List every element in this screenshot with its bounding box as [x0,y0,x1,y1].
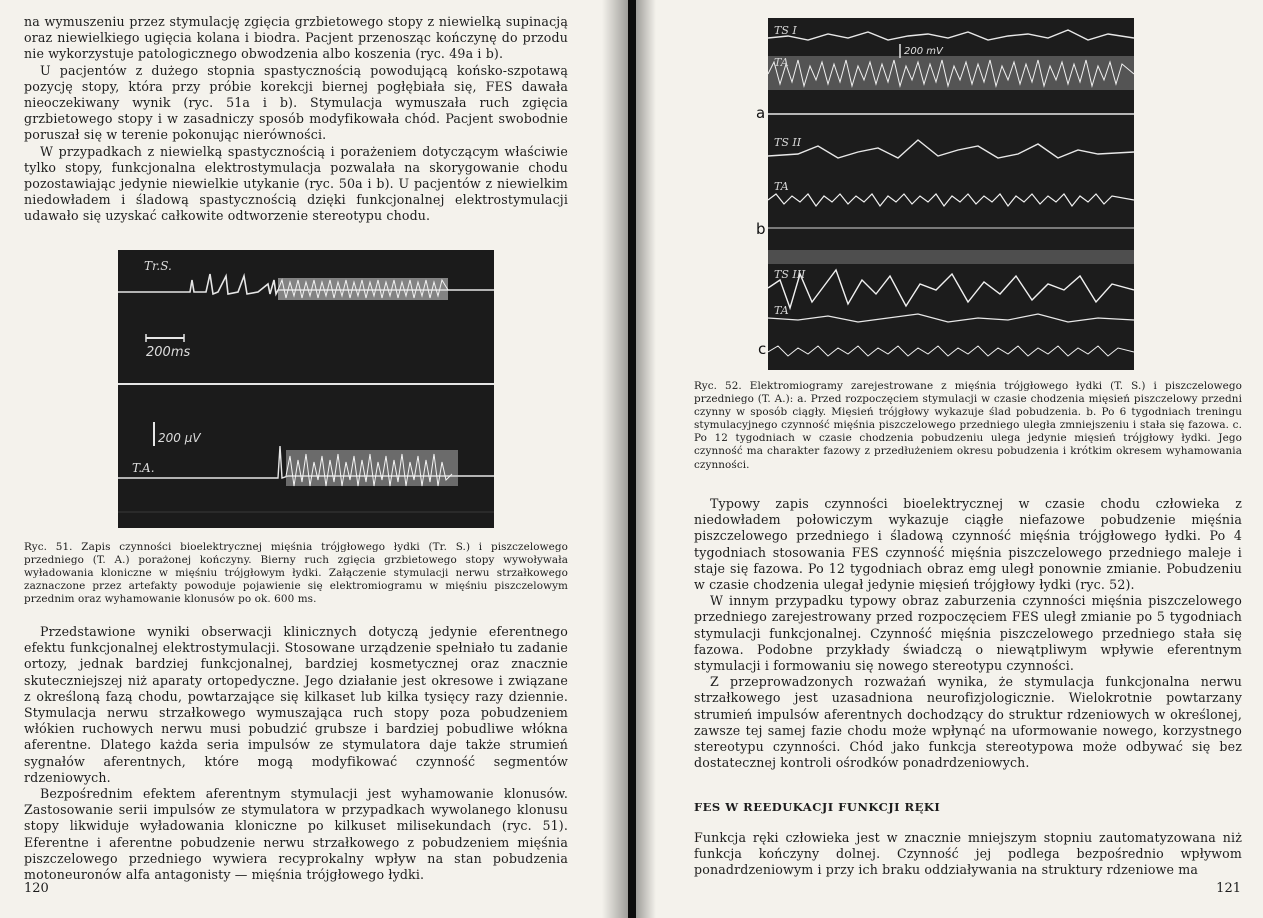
left-bottom-text [24,624,568,883]
left-top-text [24,14,568,225]
trace-label: TS II [774,136,802,149]
paragraph: Przedstawione wyniki obserwacji klinicznych dotyczą jedynie eferentnego efektu funkcjonalnej elektrostymulacji. Stosowane urządzenie spełniało tu zadanie ortozy, jednak bardziej funkcjonalnej, bardziej kosmetycznej oraz znacznie skuteczniejszej niż aparaty ortopedyczne. Jego działanie jest okresowe i związane z określoną fazą chodu, powtarzające się kilkaset lub kilka tysięcy razy dziennie. Stymulacja nerwu strzałkowego wymuszająca ruch stopy poza pobudzeniem włókien ruchowych nerwu musi pobudzić grubsze i bardziej pobudliwe włókna aferentne. Dlatego każda seria impulsów ze stymulatora daje także strumień sygnałów aferentnych, które mogą modyfikować czynność segmentów rdzeniowych. [24,624,568,785]
trace-label: TS I [774,24,797,37]
right-page [636,0,1263,918]
paragraph: Typowy zapis czynności bioelektrycznej w czasie chodu człowieka z niedowładem połowiczym wykazuje ciągłe niefazowe pobudzenie mięśnia piszczelowego przedniego i śladową czynność mięśnia trójgłowego łydki. Po 4 tygodniach stosowania FES czynność mięśnia piszczelowego przedniego maleje i staje się fazowa. Po 12 tygodniach obraz emg uległ ponownie zmianie. Pobudzeniu w czasie chodzenia ulegał jedynie mięsień trójgłowy łydki (ryc. 52). [694,496,1242,593]
figure-51-emg [118,250,494,528]
trace-label-trs: Tr.S. [144,259,172,273]
gutter-shadow [636,0,656,918]
paragraph: U pacjentów z dużego stopnia spastycznością powodującą końsko-szpotawą pozycję stopy, która przy próbie korekcji biernej pogłębiała się, FES dawała nieoczekiwany wynik (ryc. 51a i b). Stymulacja wymuszała ruch zgięcia grzbietowego stopy i w zasadniczy sposób modyfikowała chód. Pacjent swobodnie poruszał się w terenie pokonując nierówności. [24,62,568,143]
paragraph: Z przeprowadzonych rozważań wynika, że stymulacja funkcjonalna nerwu strzałkowego jest uzasadniona neurofizjologicznie. Wielokrotnie powtarzany strumień impulsów aferentnych dochodzący do struktur rdzeniowych w określonej, zawsze tej samej fazie chodu może wpłynąć na uformowanie nowego, korzystnego stereotypu czynności. Chód jako funkcja stereotypowa może odbywać się bez dostatecznej kontroli ośrodków ponadrdzeniowych. [694,674,1242,771]
scale-bar-voltage: 200 µV [158,431,201,445]
emg-traces [768,18,1134,370]
trace-label: TS III [774,268,806,281]
trace-label: TA [774,56,789,69]
figure-51-caption: Ryc. 51. Zapis czynności bioelektrycznej mięśnia trójgłowego łydki (Tr. S.) i piszczelowego przedniego (T. A.) porażonej kończyny. Bierny ruch zgięcia grzbietowego stopy wywoływała wyładowania kloniczne w mięśniu trójgłowym łydki. Załączenie stymulacji nerwu strzałkowego zaznaczone przez artefakty powoduje pojawienie się elektromiogramu w mięśniu piszczelowym przednim oraz wyhamowanie klonusów po ok. 600 ms. [24,541,568,606]
section-heading: FES W REEDUKACJI FUNKCJI RĘKI [694,800,941,814]
paragraph: W innym przypadku typowy obraz zaburzenia czynności mięśnia piszczelowego przedniego zarejestrowany przed rozpoczęciem FES uległ zmianie po 5 tygodniach stymulacji funkcjonalnej. Czynność mięśnia piszczelowego przedniego stała się fazowa. Podobne przykłady świadczą o niewątpliwym wpływie eferentnym stymulacji i formowaniu się nowego stereotypu czynności. [694,593,1242,674]
paragraph: na wymuszeniu przez stymulację zgięcia grzbietowego stopy z niewielką supinacją oraz niewielkiego ugięcia kolana i biodra. Pacjent przenosząc kończynę do przodu nie wykorzystuje patologicznego obwodzenia albo koszenia (ryc. 49a i b). [24,14,568,62]
paragraph: Bezpośrednim efektem aferentnym stymulacji jest wyhamowanie klonusów. Zastosowanie serii impulsów ze stymulatora w przypadkach wywolanego klonusu stopy likwiduje wyładowania kloniczne po kilkuset milisekundach (ryc. 51). Eferentne i aferentne pobudzenie nerwu strzałkowego z pobudzeniem mięśnia piszczelowego przedniego wywiera recyprokalny wpływ na stan pobudzenia motoneuronów alfa antagonisty — mięśnia trójgłowego łydki. [24,786,568,883]
panel-label-c: c [758,340,767,358]
scale-bar-voltage: 200 mV [904,46,943,57]
paragraph: Funkcja ręki człowieka jest w znacznie mniejszym stopniu zautomatyzowana niż funkcja kończyny dolnej. Czynność jej podlega bezpośrednio wpływom ponadrdzeniowym i przy ich braku oddziaływania na struktury rdzeniowe ma [694,830,1242,878]
trace-label: TA [774,180,789,193]
right-body-text [694,496,1242,771]
right-final-text [694,830,1242,879]
figure-52-caption: Ryc. 52. Elektromiogramy zarejestrowane z mięśnia trójgłowego łydki (T. S.) i piszczelowego przedniego (T. A.): a. Przed rozpoczęciem stymulacji w czasie chodzenia mięsień piszczelowy przedni czynny w sposób ciągły. Mięsień trójgłowy wykazuje ślad pobudzenia. b. Po 6 tygodniach treningu stymulacyjnego czynność mięśnia piszczelowego przedniego uległa zmniejszeniu i stała się fazowa. c. Po 12 tygodniach w czasie chodzenia pobudzeniu ulega jedynie mięsień trójgłowy łydki. Jego czynność ma charakter fazowy z przedłużeniem okresu pobudzenia i krótkim okresem wyhamowania czynności. [694,380,1242,471]
paragraph: W przypadkach z niewielką spastycznością i porażeniem dotyczącym właściwie tylko stopy, funkcjonalna elektrostymulacja pozwalała na skorygowanie chodu pozostawiając jedynie niewielkie utykanie (ryc. 50a i b). U pacjentów z niewielkim niedowładem i śladową spastycznością dzięki funkcjonalnej elektrostymulacji udawało się uzyskać całkowite odtworzenie stereotypu chodu. [24,143,568,224]
gutter-shadow [602,0,628,918]
panel-label-a: a [756,104,766,122]
book-spine [628,0,636,918]
page-number-left: 120 [24,881,49,896]
trace-label-ta: T.A. [132,461,155,475]
scale-bar-time: 200ms [146,345,191,360]
emg-traces [118,250,494,528]
left-page [0,0,628,918]
panel-label-b: b [756,220,766,238]
figure-52-emg [768,18,1134,370]
trace-label: TA [774,304,789,317]
page-number-right: 121 [1216,881,1241,896]
